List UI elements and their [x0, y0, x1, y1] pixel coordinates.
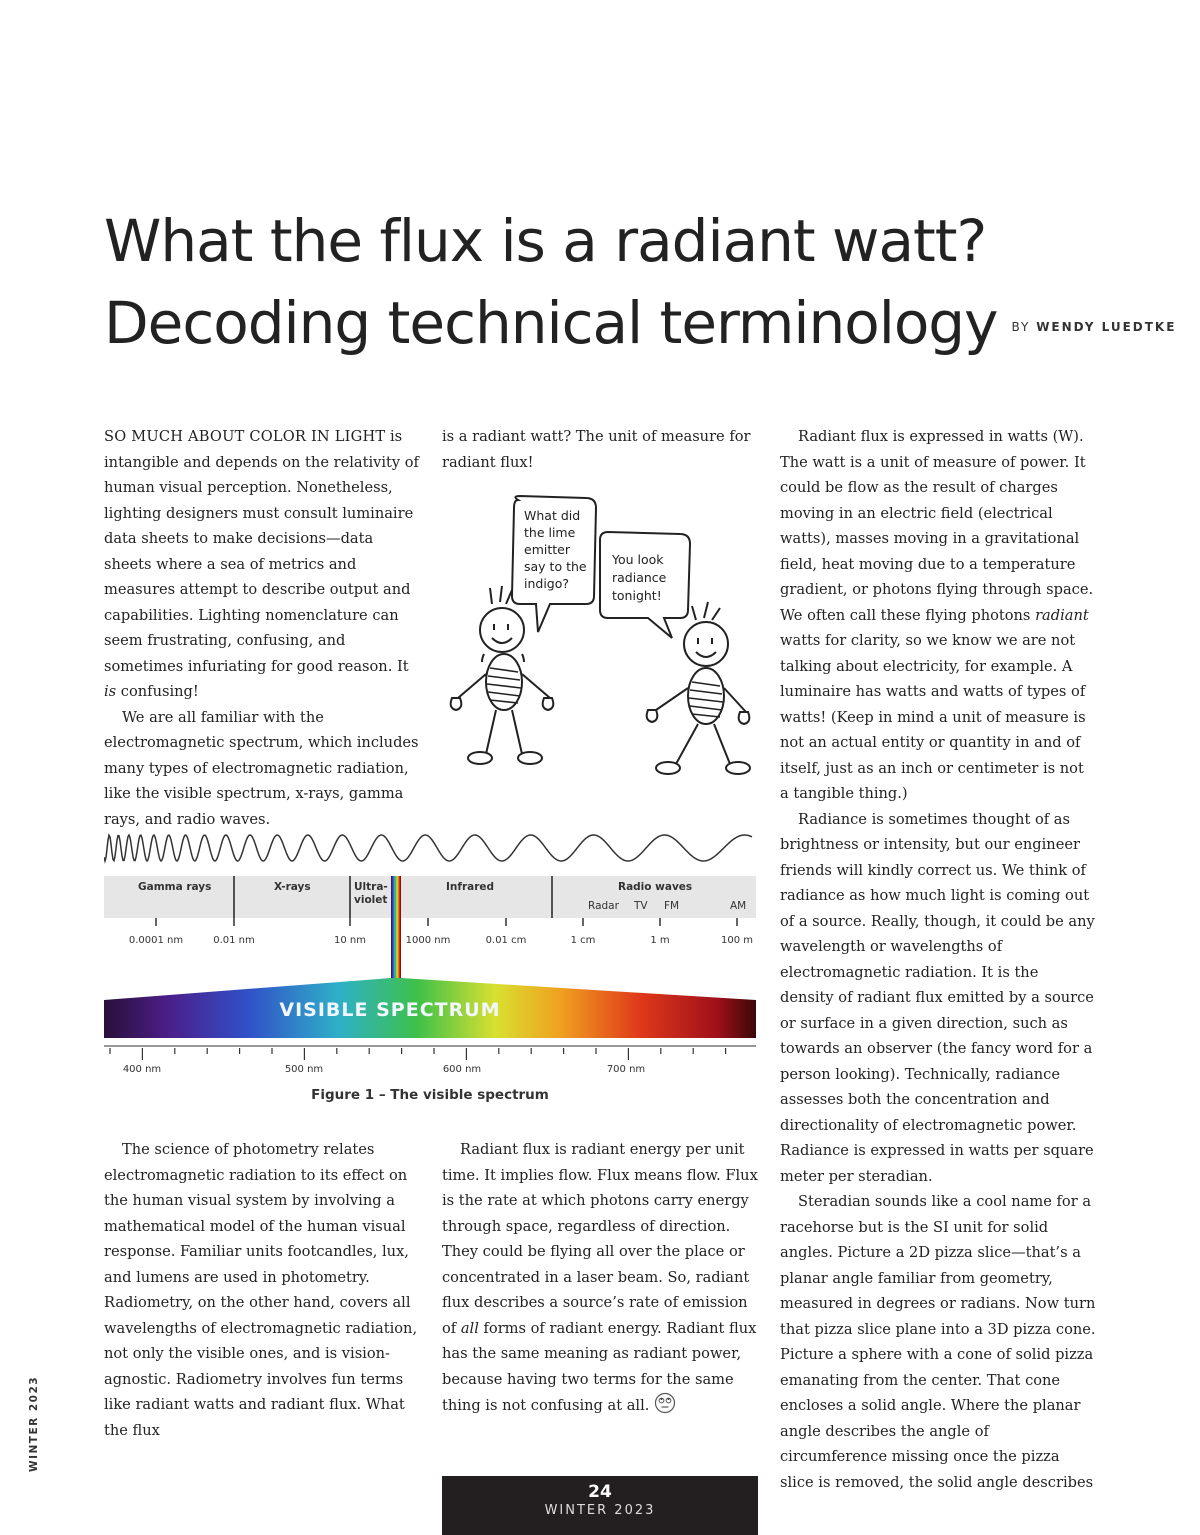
title-line-2-text: Decoding technical terminology — [104, 289, 998, 357]
col1b-paragraph-1: The science of photometry relates electromagnetic radiation to its effect on the human visual system by involving a mathematical model of the human visual response. Familiar units footcandles, lux, and lumens are used in photometry. Radiometry, on the other hand, covers all wavelengths of electromagnetic radiation, not only the visible ones, and is vision-agnostic. Radiometry involves fun terms like radiant watts and radiant flux. What the flux — [104, 1141, 418, 1439]
col2-paragraph-1: is a radiant watt? The unit of measure for radiant flux! — [442, 428, 751, 471]
tick-0.0001nm: 0.0001 nm — [128, 935, 184, 946]
bubble1-line-3: emitter — [524, 542, 570, 557]
article-title — [104, 200, 1177, 368]
band-label-radio: Radio waves — [618, 881, 693, 893]
page-footer — [442, 1476, 758, 1535]
col1-paragraph-1 — [104, 424, 422, 705]
col3-paragraph-2: Radiance is sometimes thought of as brightness or intensity, but our engineer friends will kindly correct us. We think of radiance as how much light is coming out of a source. Really, though, it could be any wavelength or wavelengths of electromagnetic radiation. It is the density of radiant flux emitted by a source or surface in a given direction, such as towards an observer (the fancy word for a person looking). Technically, radiance assesses both the concentration and directionality of electromagnetic power. Radiance is expressed in watts per square meter per steradian. — [780, 810, 1095, 1185]
bubble2-line-3: tonight! — [612, 588, 662, 603]
bubble1-line-1: What did — [524, 508, 581, 523]
column-1-lower — [104, 1137, 422, 1443]
electromagnetic-wave — [104, 835, 752, 861]
side-issue-label: WINTER 2023 — [28, 1375, 40, 1472]
band-label-infrared: Infrared — [446, 881, 495, 893]
column-3 — [780, 424, 1096, 1495]
footer-issue: WINTER 2023 — [544, 1503, 656, 1518]
bubble2-line-2: radiance — [612, 570, 667, 585]
page-number: 24 — [588, 1482, 612, 1502]
column-1 — [104, 424, 422, 832]
speech-bubble-right — [600, 532, 690, 638]
tick-600nm: 600 nm — [442, 1064, 482, 1075]
band-label-gamma: Gamma rays — [138, 881, 212, 893]
visible-spectrum-label: VISIBLE SPECTRUM — [279, 999, 501, 1021]
col3-p1-text-b: watts for clarity, so we know we are not talking about electricity, for example. A luminaire has watts and watts of types of watts! (Keep in mind a unit of measure is not an actual entity or quantity in and of itself, just as an inch or centimeter is not a tangible thing.) — [780, 632, 1086, 802]
spectrum-figure — [104, 822, 756, 1090]
bubble1-line-4: say to the — [524, 559, 587, 574]
col3-p1-text-a: Radiant flux is expressed in watts (W). The watt is a unit of measure of power. It could be flow as the result of charges moving in an electric field (electrical watts), masses moving in a gravitational field, heat moving due to a temperature gradient, or photons flying through space. We often call these flying photons — [780, 428, 1094, 624]
tick-1cm: 1 cm — [570, 935, 596, 946]
subband-am: AM — [730, 900, 747, 912]
wavelength-tick-marks — [156, 918, 737, 926]
visible-minor-ticks — [110, 1048, 756, 1060]
col1-paragraph-2: We are all familiar with the electromagnetic spectrum, which includes many types of electromagnetic radiation, like the visible spectrum, x-rays, gamma rays, and radio waves. — [104, 708, 419, 828]
byline-prefix: BY — [1011, 319, 1031, 334]
wavelength-tick-labels — [129, 935, 753, 946]
col2b-p1-text-b: forms of radiant energy. Radiant flux has the same meaning as radiant power, because having two terms for the same thing is not confusing at all. — [442, 1319, 757, 1414]
visible-marker — [391, 876, 401, 980]
tick-500nm: 500 nm — [284, 1064, 324, 1075]
tick-1000nm: 1000 nm — [405, 935, 451, 946]
bubble1-line-2: the lime — [524, 525, 576, 540]
tick-0.01cm: 0.01 cm — [485, 935, 527, 946]
col3-p1-emphasis: radiant — [1035, 606, 1089, 624]
col2b-paragraph-1 — [442, 1137, 760, 1419]
byline-author: WENDY LUEDTKE — [1036, 319, 1177, 334]
tick-100m: 100 m — [720, 935, 754, 946]
figure-caption: Figure 1 – The visible spectrum — [311, 1087, 549, 1103]
tick-10nm: 10 nm — [334, 935, 366, 946]
subband-tv: TV — [634, 900, 648, 912]
visible-tick-labels — [123, 1064, 645, 1075]
bubble1-line-5: indigo? — [524, 576, 570, 591]
eye-roll-emoji-icon — [654, 1392, 676, 1414]
tick-700nm: 700 nm — [606, 1064, 646, 1075]
col2b-p1-emphasis: all — [460, 1319, 479, 1337]
col3-paragraph-1 — [780, 424, 1096, 807]
col1-p1-text: is intangible and depends on the relativity of human visual perception. Nonetheless, lighting designers must consult luminaire data sheets to make decisions—data sheets where a sea of metrics and measures attempt to describe output and capabilities. Lighting nomenclature can seem frustrating, confusing, and sometimes infuriating for good reason. It — [104, 428, 419, 675]
title-line-2 — [104, 282, 1177, 368]
subband-fm: FM — [664, 900, 680, 912]
column-2-lower — [442, 1137, 760, 1419]
band-label-xrays: X-rays — [274, 881, 311, 893]
col1-p1-emphasis: is — [104, 683, 117, 700]
col2b-p1-text-a: Radiant flux is radiant energy per unit time. It implies flow. Flux means flow. Flux is the rate at which photons carry energy through space, regardless of direction. They could be flying all over the place or concentrated in a laser beam. So, radiant flux describes a source’s rate of emission of — [442, 1141, 758, 1337]
tick-0.01nm: 0.01 nm — [213, 935, 255, 946]
title-line-1: What the flux is a radiant watt? — [104, 207, 987, 275]
column-2 — [442, 424, 760, 475]
col1-lead-in: SO MUCH ABOUT COLOR IN LIGHT — [104, 428, 386, 445]
col3-paragraph-3: Steradian sounds like a cool name for a racehorse but is the SI unit for solid angles. Picture a 2D pizza slice—that’s a planar angle familiar from geometry, measured in degrees or radians. Now turn that pizza slice plane into a 3D pizza cone. Picture a sphere with a cone of solid pizza emanating from the center. That cone encloses a solid angle. Where the planar angle describes the angle of circumference missing once the pizza slice is removed, the solid angle describes — [780, 1193, 1096, 1491]
tick-400nm: 400 nm — [122, 1064, 162, 1075]
col1-p1-end: confusing! — [116, 683, 199, 700]
tick-1m: 1 m — [650, 935, 670, 946]
band-label-violet: violet — [354, 894, 388, 906]
band-label-ultra: Ultra- — [354, 881, 388, 893]
bubble2-line-1: You look — [612, 552, 664, 567]
byline — [1011, 320, 1176, 334]
comic-illustration — [440, 492, 758, 782]
bubble-right-text — [611, 552, 667, 603]
subband-radar: Radar — [588, 900, 619, 912]
